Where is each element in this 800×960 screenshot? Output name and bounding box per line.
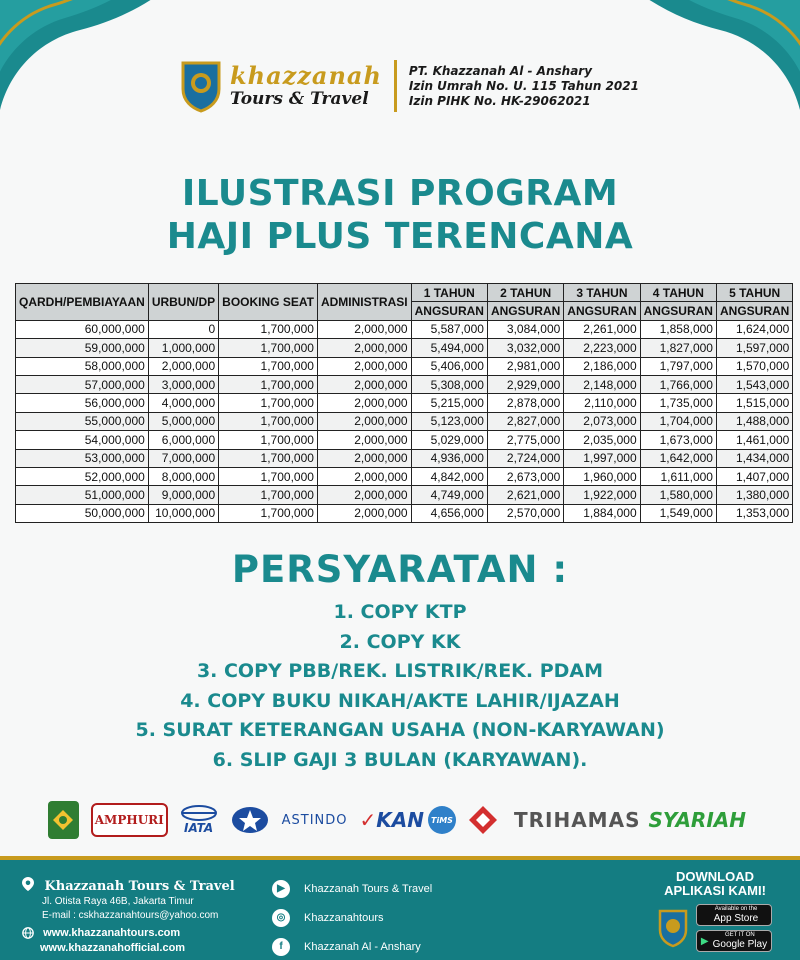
kemenag-logo-icon <box>48 801 79 839</box>
table-cell: 1,766,000 <box>640 375 716 393</box>
table-cell: 2,570,000 <box>487 504 563 522</box>
table-cell: 1,884,000 <box>564 504 640 522</box>
table-cell: 9,000,000 <box>148 486 218 504</box>
table-cell: 1,997,000 <box>564 449 640 467</box>
table-cell: 1,700,000 <box>219 394 318 412</box>
table-cell: 5,406,000 <box>411 357 487 375</box>
table-cell: 8,000,000 <box>148 467 218 485</box>
table-cell: 2,000,000 <box>317 486 411 504</box>
app-store-button[interactable] <box>696 904 772 926</box>
table-cell: 1,380,000 <box>716 486 792 504</box>
table-cell: 52,000,000 <box>16 467 149 485</box>
website-link-1[interactable]: www.khazzanahtours.com <box>43 927 181 939</box>
table-cell: 2,929,000 <box>487 375 563 393</box>
table-cell: 2,035,000 <box>564 431 640 449</box>
company-info <box>409 64 639 109</box>
table-cell: 1,700,000 <box>219 339 318 357</box>
table-cell: 1,543,000 <box>716 375 792 393</box>
table-cell: 3,000,000 <box>148 375 218 393</box>
tims-badge: TiMS <box>428 806 456 834</box>
app-badges <box>640 904 790 952</box>
instagram-icon: ◎ <box>272 909 290 927</box>
table-row <box>16 504 793 522</box>
title-line-1: ILUSTRASI PROGRAM <box>181 173 619 214</box>
umrah-license: Izin Umrah No. U. 115 Tahun 2021 <box>408 78 639 93</box>
app-shield-logo-icon <box>658 908 688 948</box>
header-year-3: 3 TAHUN <box>564 284 640 302</box>
table-cell: 59,000,000 <box>16 339 149 357</box>
table-cell: 1,570,000 <box>716 357 792 375</box>
table-cell: 2,000,000 <box>317 375 411 393</box>
table-cell: 50,000,000 <box>16 504 149 522</box>
googleplay-label: Google Play <box>712 939 768 950</box>
installment-table <box>15 283 793 523</box>
googleplay-small: GET IT ON <box>724 932 755 938</box>
syariah-label: SYARIAH <box>648 808 746 832</box>
table-cell: 2,000,000 <box>148 357 218 375</box>
table-cell: 5,000,000 <box>148 412 218 430</box>
table-cell: 55,000,000 <box>16 412 149 430</box>
table-cell: 1,704,000 <box>640 412 716 430</box>
social-facebook[interactable] <box>272 932 432 960</box>
iata-logo <box>180 805 218 835</box>
kan-logo <box>360 806 456 834</box>
brand-wordmark <box>230 63 382 109</box>
table-cell: 4,749,000 <box>411 486 487 504</box>
table-cell: 10,000,000 <box>148 504 218 522</box>
table-cell: 1,922,000 <box>564 486 640 504</box>
table-cell: 2,000,000 <box>317 394 411 412</box>
table-cell: 56,000,000 <box>16 394 149 412</box>
table-cell: 5,123,000 <box>411 412 487 430</box>
table-cell: 1,700,000 <box>219 486 318 504</box>
download-title-2: APLIKASI KAMI! <box>664 883 766 898</box>
table-cell: 2,000,000 <box>317 449 411 467</box>
table-cell: 2,000,000 <box>317 320 411 338</box>
table-cell: 2,724,000 <box>487 449 563 467</box>
table-cell: 60,000,000 <box>16 320 149 338</box>
table-cell: 1,624,000 <box>716 320 792 338</box>
requirements-title: PERSYARATAN : <box>231 548 569 591</box>
table-cell: 1,673,000 <box>640 431 716 449</box>
download-title-1: DOWNLOAD <box>676 869 754 884</box>
table-cell: 2,000,000 <box>317 467 411 485</box>
table-cell: 1,827,000 <box>640 339 716 357</box>
table-cell: 4,000,000 <box>148 394 218 412</box>
header-urbun: URBUN/DP <box>148 284 218 321</box>
amphuri-logo: AMPHURI <box>91 803 168 837</box>
table-cell: 1,700,000 <box>219 504 318 522</box>
location-pin-icon <box>22 877 34 891</box>
table-row <box>16 394 793 412</box>
table-cell: 58,000,000 <box>16 357 149 375</box>
table-cell: 4,936,000 <box>411 449 487 467</box>
footer-company-name: Khazzanah Tours & Travel <box>44 879 235 894</box>
table-cell: 4,656,000 <box>411 504 487 522</box>
trihamas-label: TRIHAMAS <box>513 808 641 832</box>
table-row <box>16 449 793 467</box>
requirement-item: 1. COPY KTP <box>333 601 467 623</box>
table-cell: 2,223,000 <box>564 339 640 357</box>
partner-logos <box>48 798 758 842</box>
table-cell: 2,186,000 <box>564 357 640 375</box>
store-buttons <box>696 904 772 952</box>
table-row <box>16 357 793 375</box>
table-row <box>16 412 793 430</box>
table-header-row <box>16 284 793 302</box>
table-cell: 0 <box>148 320 218 338</box>
table-row <box>16 431 793 449</box>
play-icon: ▶ <box>700 935 709 947</box>
table-cell: 1,611,000 <box>640 467 716 485</box>
table-row <box>16 339 793 357</box>
social-label: Khazzanah Al - Anshary <box>304 940 421 953</box>
kan-label: KAN <box>376 808 424 832</box>
asita-logo-icon <box>230 805 270 835</box>
table-cell: 2,000,000 <box>317 431 411 449</box>
table-cell: 54,000,000 <box>16 431 149 449</box>
table-cell: 2,261,000 <box>564 320 640 338</box>
table-cell: 1,858,000 <box>640 320 716 338</box>
table-cell: 5,308,000 <box>411 375 487 393</box>
table-cell: 2,000,000 <box>317 412 411 430</box>
table-cell: 1,580,000 <box>640 486 716 504</box>
table-cell: 1,597,000 <box>716 339 792 357</box>
table-row <box>16 486 793 504</box>
table-cell: 1,461,000 <box>716 431 792 449</box>
table-cell: 1,700,000 <box>219 431 318 449</box>
table-cell: 1,434,000 <box>716 449 792 467</box>
table-cell: 1,735,000 <box>640 394 716 412</box>
requirement-item: 3. COPY PBB/REK. LISTRIK/REK. PDAM <box>196 660 604 682</box>
table-cell: 1,700,000 <box>219 412 318 430</box>
footer-contact <box>22 877 235 923</box>
social-instagram[interactable] <box>272 903 432 932</box>
requirement-item: 6. SLIP GAJI 3 BULAN (KARYAWAN). <box>212 748 588 771</box>
footer-address: Jl. Otista Raya 46B, Jakarta Timur <box>42 896 194 907</box>
table-cell: 2,148,000 <box>564 375 640 393</box>
table-cell: 1,700,000 <box>219 357 318 375</box>
table-row <box>16 375 793 393</box>
table-cell: 1,407,000 <box>716 467 792 485</box>
footer-websites <box>22 926 185 956</box>
brand-subtitle: Tours & Travel <box>230 89 369 109</box>
google-play-button[interactable] <box>696 930 772 952</box>
table-cell: 2,775,000 <box>487 431 563 449</box>
requirement-item: 4. COPY BUKU NIKAH/AKTE LAHIR/IJAZAH <box>180 689 620 712</box>
astindo-logo: ASTINDO <box>281 812 348 828</box>
facebook-icon: f <box>272 938 290 956</box>
table-cell: 53,000,000 <box>16 449 149 467</box>
footer-email[interactable]: E-mail : cskhazzanahtours@yahoo.com <box>42 910 219 921</box>
table-cell: 1,642,000 <box>640 449 716 467</box>
table-cell: 2,000,000 <box>317 504 411 522</box>
table-cell: 1,700,000 <box>219 467 318 485</box>
trihamas-emblem-icon <box>468 805 498 835</box>
globe-icon <box>22 927 34 939</box>
table-cell: 5,587,000 <box>411 320 487 338</box>
iata-label: IATA <box>184 821 214 835</box>
trihamas-logo <box>468 805 746 835</box>
table-cell: 57,000,000 <box>16 375 149 393</box>
table-cell: 3,084,000 <box>487 320 563 338</box>
header-year-1: 1 TAHUN <box>411 284 487 302</box>
table-cell: 5,494,000 <box>411 339 487 357</box>
table-row <box>16 467 793 485</box>
header-year-4: 4 TAHUN <box>640 284 716 302</box>
table-cell: 2,673,000 <box>487 467 563 485</box>
header <box>180 56 640 116</box>
table-cell: 1,700,000 <box>219 449 318 467</box>
iata-globe-icon <box>180 805 218 821</box>
table-cell: 5,215,000 <box>411 394 487 412</box>
table-cell: 6,000,000 <box>148 431 218 449</box>
header-admin: ADMINISTRASI <box>317 284 411 321</box>
pihk-license: Izin PIHK No. HK-29062021 <box>408 93 591 108</box>
table-cell: 3,032,000 <box>487 339 563 357</box>
header-booking: BOOKING SEAT <box>219 284 318 321</box>
table-cell: 2,621,000 <box>487 486 563 504</box>
table-cell: 5,029,000 <box>411 431 487 449</box>
footer-social <box>272 874 432 960</box>
header-divider <box>394 60 397 112</box>
header-qardh: QARDH/PEMBIAYAAN <box>16 284 149 321</box>
header-angsuran: ANGSURAN <box>487 302 563 320</box>
social-label: Khazzanahtours <box>304 911 384 924</box>
table-cell: 1,488,000 <box>716 412 792 430</box>
table-cell: 1,000,000 <box>148 339 218 357</box>
social-label: Khazzanah Tours & Travel <box>304 882 433 895</box>
header-angsuran: ANGSURAN <box>564 302 640 320</box>
requirement-item: 2. COPY KK <box>339 630 461 653</box>
page-title <box>0 172 800 258</box>
table-cell: 7,000,000 <box>148 449 218 467</box>
header-year-5: 5 TAHUN <box>716 284 792 302</box>
table-cell: 2,981,000 <box>487 357 563 375</box>
social-youtube[interactable] <box>272 874 432 903</box>
requirements-list <box>0 598 800 775</box>
corner-ornament-left <box>0 0 200 180</box>
title-line-2: HAJI PLUS TERENCANA <box>166 216 634 257</box>
table-cell: 1,700,000 <box>219 375 318 393</box>
table-cell: 1,549,000 <box>640 504 716 522</box>
company-name: PT. Khazzanah Al - Anshary <box>408 63 593 78</box>
kan-check-icon: ✓ <box>359 808 377 832</box>
table-cell: 1,515,000 <box>716 394 792 412</box>
header-angsuran: ANGSURAN <box>411 302 487 320</box>
requirement-item: 5. SURAT KETERANGAN USAHA (NON-KARYAWAN) <box>135 719 665 741</box>
table-cell: 1,797,000 <box>640 357 716 375</box>
header-year-2: 2 TAHUN <box>487 284 563 302</box>
website-link-2[interactable]: www.khazzanahofficial.com <box>40 942 186 954</box>
table-cell: 2,110,000 <box>564 394 640 412</box>
table-cell: 2,000,000 <box>317 339 411 357</box>
table-cell: 2,878,000 <box>487 394 563 412</box>
appstore-label: App Store <box>713 913 759 924</box>
table-cell: 2,827,000 <box>487 412 563 430</box>
table-cell: 4,842,000 <box>411 467 487 485</box>
brand-script: khazzanah <box>230 61 382 90</box>
youtube-icon: ▶ <box>272 880 290 898</box>
table-cell: 2,000,000 <box>317 357 411 375</box>
download-app <box>640 870 790 952</box>
appstore-small: Available on the <box>714 906 758 912</box>
khazzanah-shield-logo-icon <box>180 59 222 113</box>
table-cell: 1,700,000 <box>219 320 318 338</box>
table-body <box>16 320 793 522</box>
table-cell: 51,000,000 <box>16 486 149 504</box>
header-angsuran: ANGSURAN <box>716 302 792 320</box>
table-cell: 1,353,000 <box>716 504 792 522</box>
table-cell: 1,960,000 <box>564 467 640 485</box>
table-row <box>16 320 793 338</box>
table-cell: 2,073,000 <box>564 412 640 430</box>
header-angsuran: ANGSURAN <box>640 302 716 320</box>
